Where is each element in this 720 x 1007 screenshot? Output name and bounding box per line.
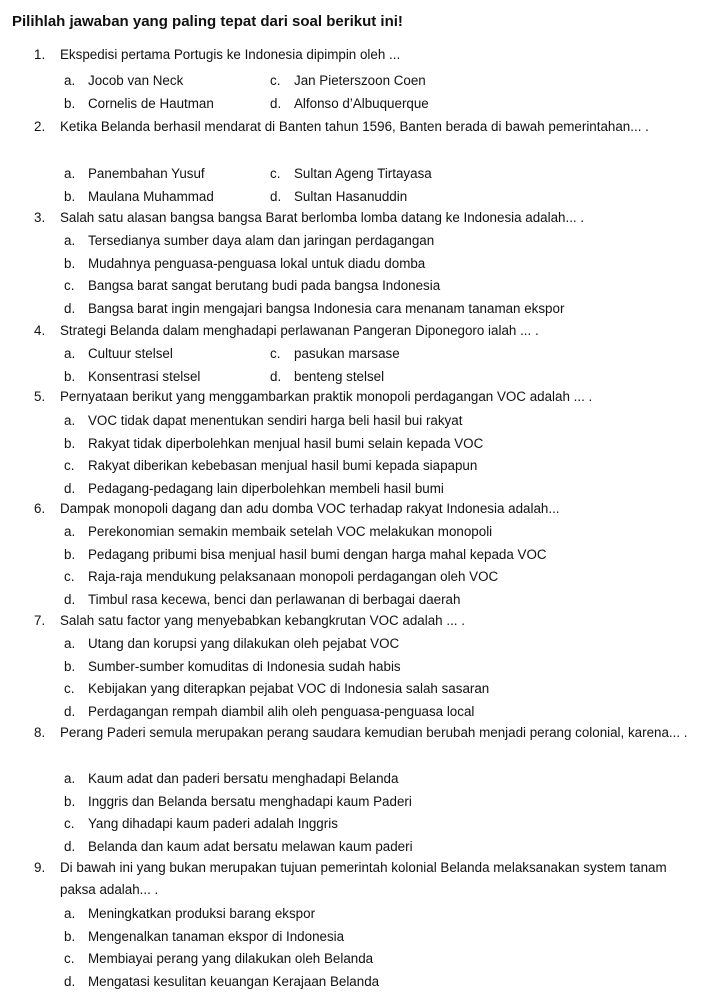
option-4-d[interactable] [270, 366, 384, 388]
option-letter: d. [64, 838, 76, 854]
option-8-b[interactable] [64, 791, 412, 813]
option-text: Tersedianya sumber daya alam dan jaringan perdagangan [88, 233, 435, 248]
option-letter: d. [270, 369, 282, 384]
option-text: Mengenalkan tanaman ekspor di Indonesia [88, 928, 345, 944]
question-text: Salah satu alasan bangsa bangsa Barat berlomba lomba datang ke Indonesia adalah... . [60, 210, 585, 225]
option-letter: c. [64, 951, 75, 966]
question-7 [34, 610, 690, 632]
question-6 [34, 498, 690, 520]
option-text: Rakyat tidak diperbolehkan menjual hasil bumi selain kepada VOC [88, 435, 484, 451]
option-6-c[interactable] [64, 566, 498, 588]
question-number: 8. [34, 725, 46, 740]
option-letter: c. [64, 816, 75, 831]
option-2-b[interactable] [64, 186, 214, 208]
option-letter: a. [64, 906, 76, 921]
option-letter: c. [270, 166, 281, 181]
option-7-d[interactable] [64, 701, 474, 723]
question-8 [34, 722, 690, 744]
option-text: Jan Pieterszoon Coen [294, 73, 426, 88]
option-letter: d. [64, 703, 76, 719]
option-letter: d. [64, 591, 76, 607]
option-letter: b. [64, 928, 76, 944]
question-1 [34, 44, 690, 66]
option-2-a[interactable] [64, 163, 205, 185]
option-7-c[interactable] [64, 678, 489, 700]
option-text: Panembahan Yusuf [88, 166, 205, 181]
option-letter: c. [64, 569, 75, 584]
question-3 [34, 207, 690, 229]
option-letter: a. [64, 771, 76, 786]
option-6-b[interactable] [64, 544, 547, 566]
question-5 [34, 386, 690, 408]
option-letter: b. [64, 189, 76, 204]
option-letter: c. [270, 346, 281, 361]
question-number: 9. [34, 860, 46, 875]
option-letter: a. [64, 73, 76, 88]
option-4-c[interactable] [270, 343, 400, 365]
question-number: 1. [34, 47, 46, 62]
instruction-title: Pilihlah jawaban yang paling tepat dari soal berikut ini! [12, 13, 403, 30]
option-1-d[interactable] [270, 93, 429, 115]
option-text: VOC tidak dapat menentukan sendiri harga beli hasil bui rakyat [88, 413, 463, 428]
option-2-d[interactable] [270, 186, 407, 208]
option-text: Konsentrasi stelsel [88, 369, 201, 384]
option-text: Mengatasi kesulitan keuangan Kerajaan Belanda [88, 973, 380, 989]
question-2 [34, 116, 690, 138]
option-letter: c. [64, 458, 75, 473]
option-letter: d. [64, 973, 76, 989]
option-letter: c. [270, 73, 281, 88]
question-text: Ekspedisi pertama Portugis ke Indonesia dipimpin oleh ... [60, 47, 401, 62]
option-text: Membiayai perang yang dilakukan oleh Belanda [88, 951, 374, 966]
question-text: Pernyataan berikut yang menggambarkan praktik monopoli perdagangan VOC adalah ... . [60, 389, 593, 404]
option-text: Rakyat diberikan kebebasan menjual hasil bumi kepada siapapun [88, 458, 478, 473]
option-9-b[interactable] [64, 926, 344, 948]
option-letter: c. [64, 681, 75, 696]
option-letter: c. [64, 278, 75, 293]
option-text: Kaum adat dan paderi bersatu menghadapi Belanda [88, 771, 399, 786]
option-5-a[interactable] [64, 410, 462, 432]
option-text: Cultuur stelsel [88, 346, 173, 361]
option-text: benteng stelsel [294, 369, 385, 384]
option-letter: b. [64, 96, 76, 111]
question-text: Ketika Belanda berhasil mendarat di Banten tahun 1596, Banten berada di bawah pemerintahan... . [60, 119, 649, 134]
question-number: 2. [34, 119, 46, 134]
option-5-c[interactable] [64, 455, 477, 477]
option-9-c[interactable] [64, 948, 373, 970]
option-text: Jocob van Neck [88, 73, 184, 88]
option-letter: d. [270, 96, 282, 111]
option-text: Kebijakan yang diterapkan pejabat VOC di Indonesia salah sasaran [88, 681, 490, 696]
option-6-a[interactable] [64, 521, 492, 543]
option-text: Belanda dan kaum adat bersatu melawan kaum paderi [88, 838, 413, 854]
option-8-d[interactable] [64, 836, 413, 858]
question-number: 6. [34, 501, 46, 516]
question-text: Perang Paderi semula merupakan perang saudara kemudian berubah menjadi perang colonial, karena... . [60, 725, 688, 740]
option-letter: a. [64, 166, 76, 181]
option-3-a[interactable] [64, 230, 434, 252]
option-letter: d. [64, 300, 76, 316]
question-text: Strategi Belanda dalam menghadapi perlawanan Pangeran Diponegoro ialah ... . [60, 323, 539, 338]
question-4 [34, 320, 690, 342]
option-text: pasukan marsase [294, 346, 400, 361]
option-9-d[interactable] [64, 971, 379, 993]
option-1-b[interactable] [64, 93, 214, 115]
option-text: Pedagang-pedagang lain diperbolehkan membeli hasil bumi [88, 480, 444, 496]
question-number: 3. [34, 210, 46, 225]
option-text: Perekonomian semakin membaik setelah VOC melakukan monopoli [88, 524, 493, 539]
option-3-b[interactable] [64, 253, 425, 275]
question-9 [34, 857, 690, 901]
option-9-a[interactable] [64, 903, 315, 925]
option-text: Pedagang pribumi bisa menjual hasil bumi dengan harga mahal kepada VOC [88, 546, 547, 562]
option-text: Sultan Ageng Tirtayasa [294, 166, 432, 181]
option-1-c[interactable] [270, 70, 426, 92]
option-text: Inggris dan Belanda bersatu menghadapi kaum Paderi [88, 793, 412, 809]
option-letter: a. [64, 346, 76, 361]
option-letter: b. [64, 658, 76, 674]
option-text: Timbul rasa kecewa, benci dan perlawanan di berbagai daerah [88, 591, 461, 607]
question-number: 7. [34, 613, 46, 628]
question-number: 5. [34, 389, 46, 404]
option-text: Meningkatkan produksi barang ekspor [88, 906, 316, 921]
option-text: Sumber-sumber komuditas di Indonesia sudah habis [88, 658, 401, 674]
option-letter: a. [64, 524, 76, 539]
option-letter: d. [270, 189, 282, 204]
option-text: Sultan Hasanuddin [294, 189, 408, 204]
option-6-d[interactable] [64, 589, 460, 611]
option-text: Bangsa barat ingin mengajari bangsa Indonesia cara menanam tanaman ekspor [88, 300, 565, 316]
option-8-c[interactable] [64, 813, 338, 835]
option-letter: b. [64, 546, 76, 562]
option-3-d[interactable] [64, 298, 564, 320]
option-letter: b. [64, 255, 76, 271]
option-text: Mudahnya penguasa-penguasa lokal untuk diadu domba [88, 255, 426, 271]
option-text: Alfonso d’Albuquerque [294, 96, 429, 111]
question-number: 4. [34, 323, 46, 338]
option-5-d[interactable] [64, 478, 444, 500]
question-text: Di bawah ini yang bukan merupakan tujuan pemerintah kolonial Belanda melaksanakan system tanam paksa adalah... . [60, 860, 667, 897]
option-text: Utang dan korupsi yang dilakukan oleh pejabat VOC [88, 636, 400, 651]
option-text: Perdagangan rempah diambil alih oleh penguasa-penguasa local [88, 703, 475, 719]
question-text: Dampak monopoli dagang dan adu domba VOC terhadap rakyat Indonesia adalah... [60, 501, 560, 516]
option-letter: a. [64, 636, 76, 651]
option-8-a[interactable] [64, 768, 398, 790]
option-letter: b. [64, 435, 76, 451]
option-2-c[interactable] [270, 163, 432, 185]
option-text: Maulana Muhammad [88, 189, 214, 204]
question-text: Salah satu factor yang menyebabkan kebangkrutan VOC adalah ... . [60, 613, 465, 628]
option-5-b[interactable] [64, 433, 483, 455]
option-1-a[interactable] [64, 70, 183, 92]
option-letter: a. [64, 233, 76, 248]
option-7-a[interactable] [64, 633, 399, 655]
option-text: Raja-raja mendukung pelaksanaan monopoli perdagangan oleh VOC [88, 569, 499, 584]
option-4-a[interactable] [64, 343, 173, 365]
option-text: Yang dihadapi kaum paderi adalah Inggris [88, 816, 338, 831]
option-letter: b. [64, 369, 76, 384]
option-7-b[interactable] [64, 656, 401, 678]
option-4-b[interactable] [64, 366, 200, 388]
option-letter: d. [64, 480, 76, 496]
option-3-c[interactable] [64, 275, 440, 297]
option-text: Cornelis de Hautman [88, 96, 214, 111]
option-letter: b. [64, 793, 76, 809]
option-letter: a. [64, 413, 76, 428]
option-text: Bangsa barat sangat berutang budi pada bangsa Indonesia [88, 278, 441, 293]
